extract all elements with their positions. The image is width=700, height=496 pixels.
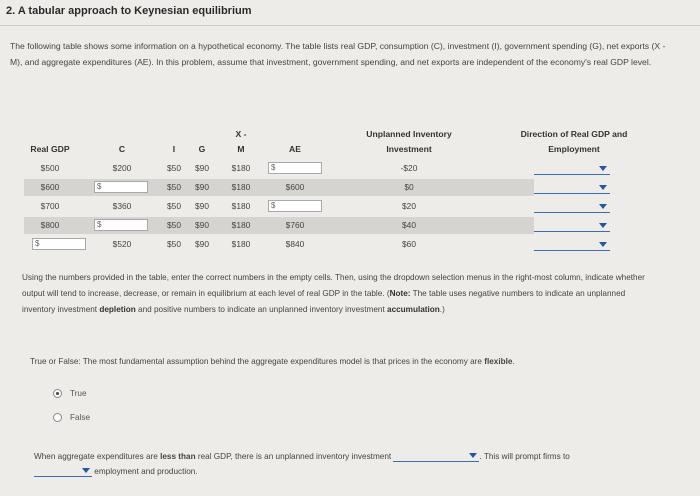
- cell-gdp: $500: [40, 163, 60, 173]
- question-text: . This will prompt firms to: [479, 452, 570, 461]
- cell-c: $360: [112, 201, 132, 211]
- question-text: True or False: The most fundamental assumption behind the aggregate expenditures model is that prices in the economy are: [30, 357, 485, 366]
- cell-g: $90: [195, 163, 209, 173]
- cell-xm: $180: [231, 220, 251, 230]
- cell-unplanned: -$20: [400, 163, 418, 173]
- accumulation-term: accumulation: [387, 305, 440, 314]
- true-false-question: [30, 357, 670, 366]
- direction-dropdown[interactable]: [534, 182, 610, 194]
- cell-gdp: $800: [40, 220, 60, 230]
- header-g: G: [198, 144, 206, 154]
- question-text: real GDP, there is an unplanned inventory investment: [195, 452, 392, 461]
- cell-g: $90: [195, 182, 209, 192]
- cell-unplanned: $0: [404, 182, 414, 192]
- divider: [0, 25, 700, 26]
- firms-action-dropdown[interactable]: [34, 466, 92, 477]
- cell-i: $50: [167, 182, 181, 192]
- cell-c: $200: [112, 163, 132, 173]
- cell-unplanned: $60: [402, 239, 416, 249]
- cell-i: $50: [167, 220, 181, 230]
- depletion-term: depletion: [99, 305, 136, 314]
- cell-i: $50: [167, 201, 181, 211]
- cell-c: $520: [112, 239, 132, 249]
- header-ae: AE: [289, 144, 301, 154]
- inventory-question: [34, 449, 674, 479]
- direction-dropdown[interactable]: [534, 239, 610, 251]
- header-unplanned-bottom: Investment: [386, 144, 432, 154]
- cell-unplanned: $20: [402, 201, 416, 211]
- cell-xm: $180: [231, 182, 251, 192]
- question-emphasis: less than: [160, 452, 196, 461]
- header-unplanned-top: Unplanned Inventory: [366, 129, 452, 139]
- chevron-down-icon: [599, 185, 607, 190]
- header-real-gdp: Real GDP: [30, 144, 70, 154]
- instructions-text: and positive numbers to indicate an unplanned inventory investment: [135, 305, 388, 314]
- problem-title: 2. A tabular approach to Keynesian equilibrium: [6, 5, 252, 17]
- chevron-down-icon: [82, 468, 90, 473]
- radio-selected-icon[interactable]: [53, 389, 62, 398]
- header-xm-bottom: M: [237, 144, 245, 154]
- question-text: employment and production.: [94, 467, 198, 476]
- radio-option-false[interactable]: [56, 413, 90, 422]
- chevron-down-icon: [599, 166, 607, 171]
- cell-xm: $180: [231, 239, 251, 249]
- cell-g: $90: [195, 220, 209, 230]
- instructions-text: Using the numbers provided in the table, enter the correct numbers in the empty cells. Then, using the dropdown selection menus in the right-most column, indicate whether output will tend to increase, decrease, or remain in equilibrium at each level of real GDP in the table. (: [22, 273, 645, 298]
- ae-input[interactable]: $: [268, 162, 322, 174]
- chevron-down-icon: [599, 204, 607, 209]
- gdp-input[interactable]: $: [32, 238, 86, 250]
- cell-ae: $600: [285, 182, 305, 192]
- radio-label: False: [70, 413, 91, 422]
- question-emphasis: flexible: [484, 357, 513, 366]
- c-input[interactable]: $: [94, 219, 148, 231]
- header-direction-bottom: Employment: [548, 144, 600, 154]
- instructions-paragraph: [22, 270, 657, 318]
- direction-dropdown[interactable]: [534, 163, 610, 175]
- chevron-down-icon: [469, 453, 477, 458]
- cell-ae: $760: [285, 220, 305, 230]
- c-input[interactable]: $: [94, 181, 148, 193]
- inventory-dropdown[interactable]: [393, 451, 479, 462]
- intro-text: The following table shows some information on a hypothetical economy. The table lists real GDP, consumption (C), investment (I), government spending (G), net exports (X - M), and aggregate expenditures (AE). In this problem, assume that investment, government spending, and net exports are independent of the economy's real GDP level.: [10, 41, 666, 67]
- header-xm-top: X -: [235, 129, 247, 139]
- cell-xm: $180: [231, 201, 251, 211]
- cell-i: $50: [167, 239, 181, 249]
- radio-option-true[interactable]: [56, 389, 87, 398]
- question-text: When aggregate expenditures are: [34, 452, 161, 461]
- header-i: I: [172, 144, 176, 154]
- chevron-down-icon: [599, 242, 607, 247]
- instructions-text: .): [439, 305, 445, 314]
- cell-g: $90: [195, 201, 209, 211]
- header-direction-top: Direction of Real GDP and: [520, 129, 628, 139]
- question-text: .: [512, 357, 515, 366]
- direction-dropdown[interactable]: [534, 220, 610, 232]
- instructions-text: The table uses negative numbers to indicate an unplanned inventory investment: [22, 289, 626, 314]
- cell-gdp: $700: [40, 201, 60, 211]
- cell-unplanned: $40: [402, 220, 416, 230]
- cell-ae: $840: [285, 239, 305, 249]
- cell-gdp: $600: [40, 182, 60, 192]
- header-c: C: [118, 144, 126, 154]
- ae-input[interactable]: $: [268, 200, 322, 212]
- cell-g: $90: [195, 239, 209, 249]
- note-label: Note:: [389, 289, 411, 298]
- cell-xm: $180: [231, 163, 251, 173]
- direction-dropdown[interactable]: [534, 201, 610, 213]
- radio-label: True: [70, 389, 87, 398]
- cell-i: $50: [167, 163, 181, 173]
- radio-unselected-icon[interactable]: [53, 413, 62, 422]
- gdp-table: [24, 126, 674, 258]
- chevron-down-icon: [599, 223, 607, 228]
